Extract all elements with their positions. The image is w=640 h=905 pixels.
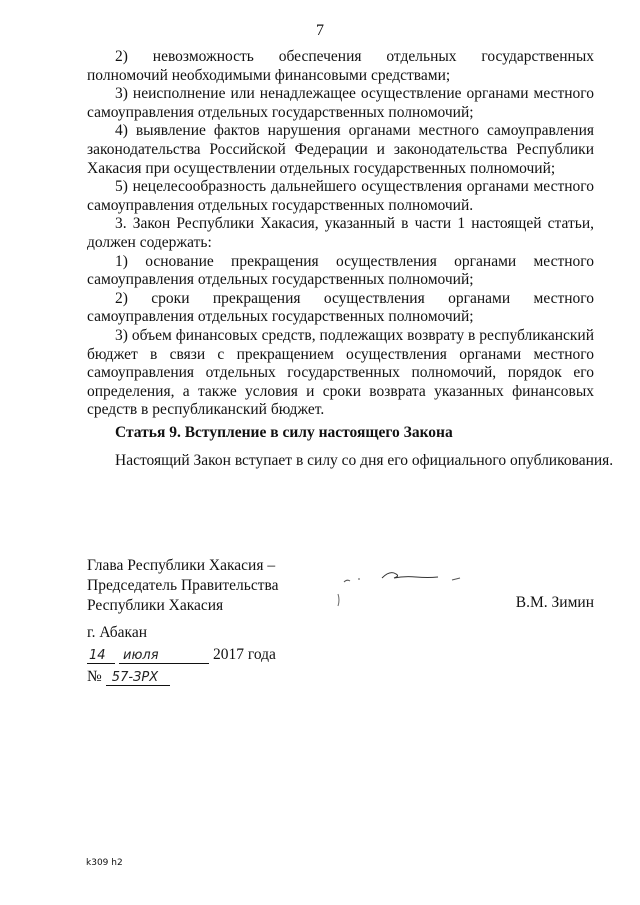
paragraph-item: 1) основание прекращения осуществления органами местного самоуправления отдельных государственных полномочий; [87,252,594,289]
signing-date [87,646,276,664]
date-month: июля [119,648,209,664]
footer-code: k309 h2 [86,858,123,868]
signatory-title-line: Председатель Правительства [87,577,279,594]
signer-name: В.М. Зимин [515,594,594,611]
article-heading: Статья 9. Вступление в силу настоящего Закона [115,424,453,441]
signatory-title [87,556,279,616]
article-text: Настоящий Закон вступает в силу со дня его официального опубликования. [115,452,614,469]
law-number [87,668,170,686]
signatory-title-line: Глава Республики Хакасия – [87,557,276,574]
paragraph-item: 3) объем финансовых средств, подлежащих возврату в республиканский бюджет в связи с прекращением осуществления органами местного самоуправления отдельных государственных полномочий, порядок его определения, а также условия и сроки возврата указанных финансовых средств в республиканский бюджет. [87,326,594,419]
paragraph-item: 3) неисполнение или ненадлежащее осуществление органами местного самоуправления отдельных государственных полномочий; [87,85,594,121]
number-value: 57-ЗРХ [106,670,170,686]
article-8-continuation [87,48,594,420]
number-prefix: № [87,668,102,685]
date-day: 14 [87,648,115,664]
place-of-signing: г. Абакан [87,624,148,641]
paragraph-item: 4) выявление фактов нарушения органами местного самоуправления законодательства Российской Федерации и законодательства Республики Хакасия при осуществлении отдельных государственных полномочий; [87,122,594,177]
page-number: 7 [316,22,324,39]
paragraph-item: 5) нецелесообразность дальнейшего осуществления органами местного самоуправления отдельных государственных полномочий. [87,178,594,214]
paragraph-item: 2) сроки прекращения осуществления органами местного самоуправления отдельных государственных полномочий; [87,289,594,326]
date-year: 2017 года [213,646,276,663]
paragraph-item: 3. Закон Республики Хакасия, указанный в части 1 настоящей статьи, должен содержать: [87,215,594,251]
signatory-title-line: Республики Хакасия [87,597,224,614]
paragraph-item: 2) невозможность обеспечения отдельных государственных полномочий необходимыми финансовыми средствами; [87,48,594,84]
handwritten-signature [330,560,480,610]
